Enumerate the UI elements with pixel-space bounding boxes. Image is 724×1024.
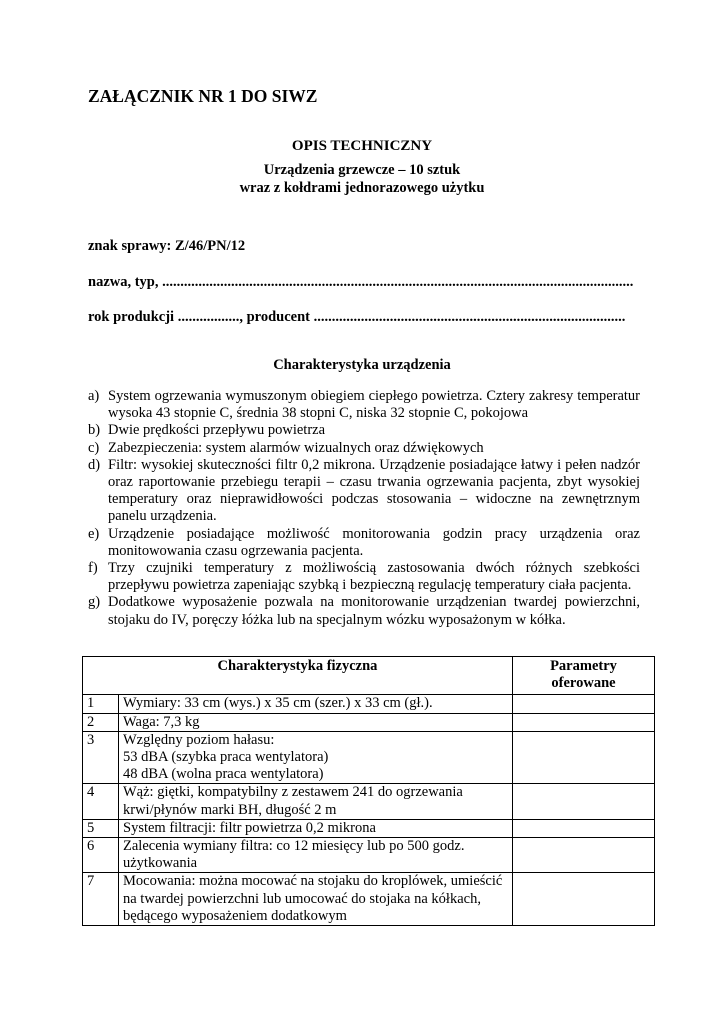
feature-text — [108, 526, 640, 559]
offered-parameter-cell[interactable] — [513, 784, 655, 819]
feature-text-line: Dwie prędkości przepływu powietrza — [108, 422, 326, 439]
feature-marker: e) — [88, 525, 100, 542]
feature-text-line: Trzy czujniki temperatury z możliwością zastosowania dwóch różnych szebkości — [108, 560, 640, 577]
table-row — [83, 713, 655, 731]
feature-marker: g) — [88, 594, 101, 611]
table-row — [83, 819, 655, 837]
row-description — [119, 731, 513, 784]
subheading-line-1: Urządzenia grzewcze – 10 sztuk — [263, 162, 461, 178]
feature-item — [88, 560, 640, 594]
annex-title: ZAŁĄCZNIK NR 1 DO SIWZ — [88, 86, 318, 106]
case-number-field: znak sprawy: Z/46/PN/12 — [88, 238, 246, 254]
feature-text-line: System ogrzewania wymuszonym obiegiem ciepłego powietrza. Cztery zakresy — [108, 388, 574, 404]
header-params-line-1: Parametry — [550, 658, 617, 674]
row-description — [119, 713, 513, 731]
feature-text-line: przepływu powietrza zapeniając szybką i bezpieczną regulację temperatury ciała pacjenta. — [108, 577, 632, 594]
row-number: 4 — [83, 784, 119, 819]
name-type-field: nazwa, typ, .................................................................................................................................. — [88, 274, 634, 290]
row-description-line: Wymiary: 33 cm (wys.) x 35 cm (szer.) x 33 cm (gł.). — [123, 695, 433, 712]
row-description-line: użytkowania — [123, 855, 198, 872]
row-number: 3 — [83, 731, 119, 784]
row-description — [119, 784, 513, 819]
subheading-line-2: wraz z kołdrami jednorazowego użytku — [239, 180, 485, 196]
feature-text — [108, 594, 640, 627]
row-description-line: Wąż: giętki, kompatybilny z zestawem 241 do ogrzewania — [123, 784, 463, 801]
row-number: 5 — [83, 819, 119, 837]
feature-marker: f) — [88, 560, 98, 577]
offered-parameter-cell[interactable] — [513, 695, 655, 713]
row-description — [119, 873, 513, 926]
feature-text-line: Urządzenie posiadające możliwość monitorowania godzin pracy urządzenia oraz — [108, 525, 640, 542]
feature-text-line: Filtr: wysokiej skuteczności filtr 0,2 mikrona. Urządzenie posiadające łatwy i pełen — [108, 456, 597, 473]
feature-text-line: nadzór oraz raportowanie przebiegu terapii – czasu trwania ogrzewania pacjenta, zbyt — [108, 456, 640, 491]
header-params-line-2: oferowane — [551, 675, 616, 692]
row-number: 1 — [83, 695, 119, 713]
row-description-line: będącego wyposażeniem dodatkowym — [123, 907, 347, 924]
feature-marker: c) — [88, 439, 100, 456]
feature-text-line: Dodatkowe wyposażenie pozwala na monitorowanie urządzenian twardej powierzchni, — [108, 594, 640, 611]
row-description — [119, 819, 513, 837]
row-number: 6 — [83, 838, 119, 873]
production-year-producer-field: rok produkcji ................., producent ...................................................................................... — [88, 309, 626, 325]
table-row — [83, 873, 655, 926]
feature-item — [88, 457, 640, 526]
feature-text-line: stojaku do IV, poręczy łóżka lub na specjalnym wózku wyposażonym w kółka. — [108, 611, 566, 628]
row-description-line: Względny poziom hałasu: — [123, 731, 275, 748]
header-physical: Charakterystyka fizyczna — [83, 657, 513, 695]
feature-text — [108, 440, 484, 456]
row-description — [119, 838, 513, 873]
feature-list — [88, 388, 640, 629]
feature-text — [108, 560, 640, 593]
row-description-line: krwi/płynów marki BH, długość 2 m — [123, 801, 337, 818]
offered-parameter-cell[interactable] — [513, 838, 655, 873]
row-description-line: 48 dBA (wolna praca wentylatora) — [123, 766, 324, 783]
document-heading: OPIS TECHNICZNY — [291, 138, 433, 154]
feature-text-line: wysokiej temperatury oraz nieprawidłowości podczas stosowania – widoczne na — [108, 474, 640, 508]
row-description-line: Mocowania: można mocować na stojaku do kroplówek, umieścić — [123, 873, 503, 890]
row-description-line: na twardej powierzchni lub umocować do stojaka na kółkach, — [123, 890, 481, 907]
feature-item — [88, 422, 640, 439]
header-params — [513, 657, 655, 695]
offered-parameter-cell[interactable] — [513, 713, 655, 731]
feature-item — [88, 526, 640, 560]
row-description-line: Waga: 7,3 kg — [123, 713, 200, 730]
section-title: Charakterystyka urządzenia — [273, 357, 451, 373]
feature-text — [108, 457, 640, 525]
row-number: 7 — [83, 873, 119, 926]
offered-parameter-cell[interactable] — [513, 819, 655, 837]
offered-parameter-cell[interactable] — [513, 731, 655, 784]
table-row — [83, 695, 655, 713]
feature-marker: b) — [88, 422, 101, 439]
feature-text-line: zewnętrznym panelu urządzenia. — [108, 491, 641, 525]
feature-text-line: monitowowania czasu ogrzewania pacjenta. — [108, 542, 364, 559]
feature-item — [88, 388, 640, 422]
table-row — [83, 731, 655, 784]
table-row — [83, 784, 655, 819]
row-description-line: 53 dBA (szybka praca wentylatora) — [123, 749, 329, 766]
feature-marker: a) — [88, 388, 100, 404]
feature-item — [88, 440, 640, 457]
feature-item — [88, 594, 640, 628]
row-description-line: Zalecenia wymiany filtra: co 12 miesięcy lub po 500 godz. — [123, 838, 465, 855]
offered-parameter-cell[interactable] — [513, 873, 655, 926]
row-description-line: System filtracji: filtr powietrza 0,2 mikrona — [123, 819, 376, 836]
table-header-row — [83, 657, 655, 695]
row-number: 2 — [83, 713, 119, 731]
table-row — [83, 838, 655, 873]
row-description — [119, 695, 513, 713]
physical-spec-table — [82, 656, 655, 926]
feature-marker: d) — [88, 456, 101, 473]
feature-text — [108, 422, 325, 438]
feature-text-line: temperatur wysoka 43 stopnie C, średnia 38 stopni C, niska 32 stopnie C, pokojowa — [108, 388, 641, 422]
feature-text — [108, 388, 640, 421]
feature-text-line: Zabezpieczenia: system alarmów wizualnych oraz dźwiękowych — [108, 439, 484, 456]
